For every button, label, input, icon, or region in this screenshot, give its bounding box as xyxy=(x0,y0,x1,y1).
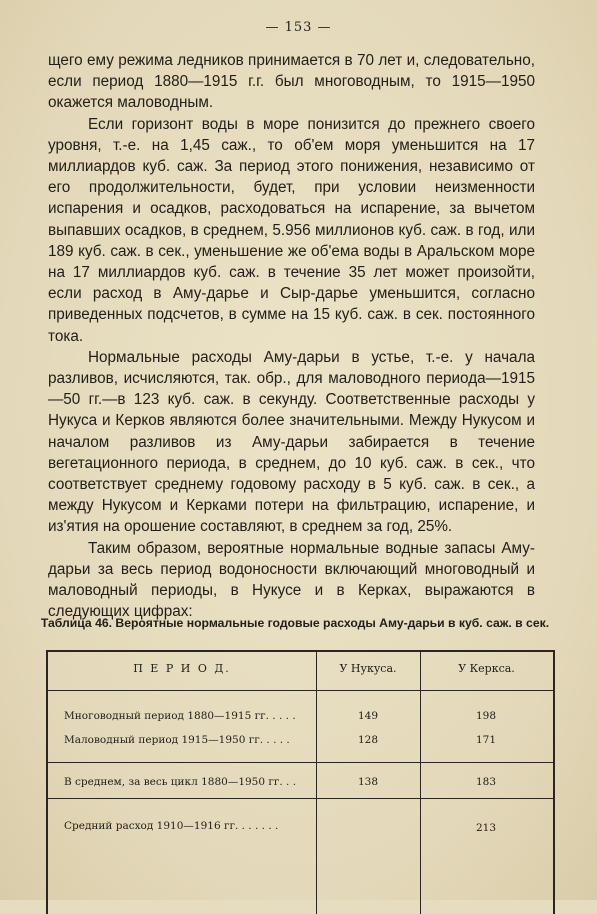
table-cell-nukus: 149 xyxy=(357,710,379,722)
table-cell-kerki: 198 xyxy=(475,710,497,722)
row-divider xyxy=(48,762,553,763)
row-divider xyxy=(48,798,553,799)
data-table xyxy=(46,650,555,914)
column-header-period: П Е Р И О Д. xyxy=(133,662,231,675)
table-caption: Таблица 46. Вероятные нормальные годовые расходы Аму-дарьи в куб. саж. в сек. xyxy=(40,616,550,630)
paragraph-3: Нормальные расходы Аму-дарьи в устье, т.-е. у начала разливов, исчисляются, так. обр., для маловодного периода—1915—50 гг.—в 123 куб. саж. в секунду. Соответственные расходы у Нукуса и Керков являются более значительными. Между Нукусом и началом разливов из Аму-дарьи забирается в течение вегетационного периода, в среднем, до 10 куб. саж. в сек., что соответствует среднему годовому расходу в 5 куб. саж. в сек., а между Нукусом и Керками потери на фильтрацию, испарение, и из'ятия на орошение составляют, в среднем за год, 25%. xyxy=(48,348,535,536)
table-cell-kerki: 183 xyxy=(475,776,497,788)
table-cell-nukus: 138 xyxy=(357,776,379,788)
paragraph-4: Таким образом, вероятные нормальные водные запасы Аму-дарьи за весь период водоносности включающий многоводный и маловодный периоды, в Нукусе и в Керках, выражаются в следующих цифрах: xyxy=(48,539,535,621)
table-cell-kerki: 171 xyxy=(475,734,497,746)
header-divider xyxy=(48,690,553,691)
table-row-period: Многоводный период 1880—1915 гг. . . . . xyxy=(64,710,296,722)
table-cell-kerki: 213 xyxy=(475,822,497,834)
paragraph-1: щего ему режима ледников принимается в 70 лет и, следовательно, если период 1880—1915 г.г. был многоводным, то 1915—1950 окажется маловодным. xyxy=(48,52,535,112)
table-row-period: Средний расход 1910—1916 гг. . . . . . . xyxy=(64,820,279,832)
body-text xyxy=(48,50,535,622)
column-divider xyxy=(316,652,317,914)
page-number: — 153 — xyxy=(265,20,332,35)
column-divider xyxy=(420,652,421,914)
table-cell-nukus: 128 xyxy=(357,734,379,746)
table-row-period: Маловодный период 1915—1950 гг. . . . . xyxy=(64,734,290,746)
column-header-nukus: У Нукуса. xyxy=(339,662,397,675)
column-header-kerki: У Керкса. xyxy=(458,662,515,675)
table-row-period: В среднем, за весь цикл 1880—1950 гг. . . xyxy=(64,776,297,788)
paragraph-2: Если горизонт воды в море понизится до прежнего своего уровня, т.-е. на 1,45 саж., то об'ем моря уменьшится на 17 миллиардов куб. саж. За период этого понижения, независимо от его продолжительности, будет, при условии неизменности испарения и осадков, расходоваться на испарение, за вычетом выпавших осадков, в среднем, 5.956 миллионов куб. саж. в год, или 189 куб. саж. в сек., уменьшение же об'ема воды в Аральском море на 17 миллиардов куб. саж. в течение 35 лет может произойти, если расход в Аму-дарье и Сыр-дарье уменьшится, согласно приведенных подсчетов, в сумме на 15 куб. саж. в сек. постоянного тока. xyxy=(48,115,535,345)
